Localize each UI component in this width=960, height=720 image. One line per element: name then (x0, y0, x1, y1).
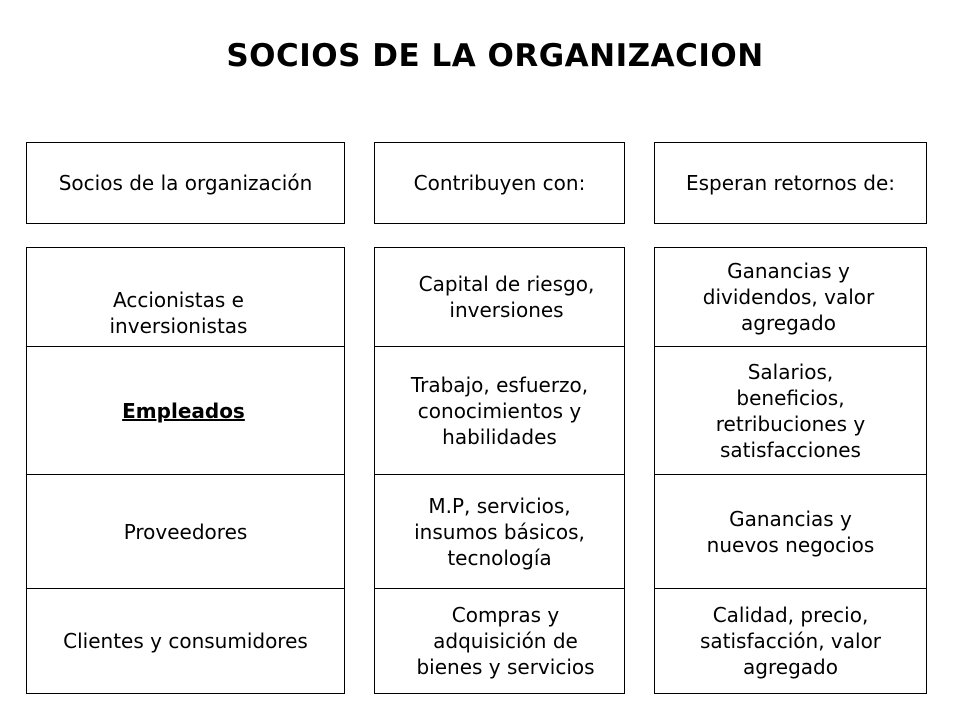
partner-label: Clientes y consumidores (63, 629, 308, 653)
returns-label: Salarios, beneficios, retribuciones y satisfacciones (715, 359, 866, 462)
partner-label: Accionistas e inversionistas (109, 288, 248, 338)
returns-cell (655, 474, 926, 588)
header-contribute (374, 142, 625, 224)
contribution-cell (375, 474, 624, 588)
contribution-cell (375, 588, 624, 693)
partner-label: Proveedores (123, 519, 248, 544)
returns-cell (655, 248, 926, 346)
contribution-label: Compras y adquisición de bienes y servicios (416, 603, 595, 679)
returns-cell (655, 588, 926, 693)
returns-label: Calidad, precio, satisfacción, valor agregado (699, 603, 882, 679)
contribution-label: Trabajo, esfuerzo, conocimientos y habilidades (410, 372, 589, 449)
partners-column (26, 247, 345, 694)
header-partners (26, 142, 345, 224)
header-expect (654, 142, 927, 224)
returns-cell (655, 346, 926, 474)
partner-cell (27, 588, 344, 693)
header-contribute-label: Contribuyen con: (413, 171, 586, 195)
contribution-column (374, 247, 625, 694)
contribution-label: M.P, servicios, insumos básicos, tecnología (414, 493, 585, 570)
header-partners-label: Socios de la organización (58, 171, 313, 195)
partner-cell (27, 474, 344, 588)
partner-label: Empleados (122, 398, 245, 423)
header-expect-label: Esperan retornos de: (685, 171, 896, 195)
returns-label: Ganancias y dividendos, valor agregado (702, 259, 875, 335)
partner-cell (27, 346, 344, 474)
returns-column (654, 247, 927, 694)
contribution-label: Capital de riesgo, inversiones (418, 272, 595, 322)
returns-label: Ganancias y nuevos negocios (706, 506, 875, 557)
contribution-cell (375, 248, 624, 346)
contribution-cell (375, 346, 624, 474)
partner-cell (27, 248, 344, 346)
page-title: SOCIOS DE LA ORGANIZACION (226, 38, 764, 74)
